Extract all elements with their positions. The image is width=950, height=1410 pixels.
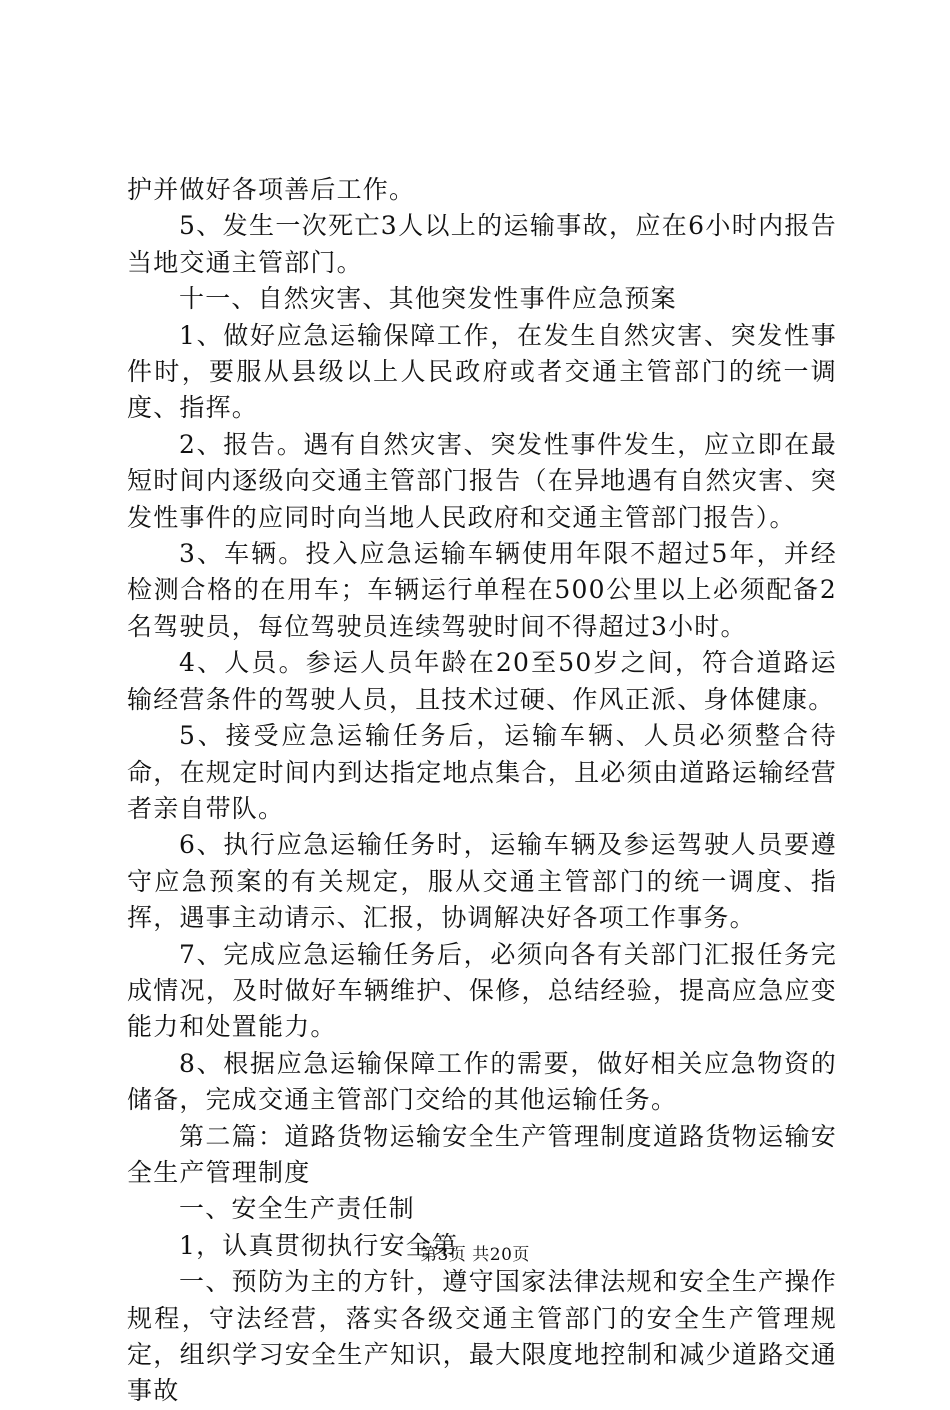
page-number-footer: 第3页 共20页	[420, 1245, 530, 1265]
document-body	[127, 172, 837, 1410]
paragraph: 5、发生一次死亡3人以上的运输事故，应在6小时内报告当地交通主管部门。	[127, 211, 837, 277]
paragraph: 3、车辆。投入应急运输车辆使用年限不超过5年，并经检测合格的在用车；车辆运行单程在500公里以上必须配备2名驾驶员，每位驾驶员连续驾驶时间不得超过3小时。	[127, 539, 837, 641]
paragraph: 护并做好各项善后工作。	[127, 175, 416, 204]
paragraph: 7、完成应急运输任务后，必须向各有关部门汇报任务完成情况，及时做好车辆维护、保修，总结经验，提高应急应变能力和处置能力。	[127, 939, 837, 1042]
section-heading: 一、安全生产责任制	[179, 1194, 415, 1224]
paragraph: 2、报告。遇有自然灾害、突发性事件发生，应立即在最短时间内逐级向交通主管部门报告（在异地遇有自然灾害、突发性事件的应同时向当地人民政府和交通主管部门报告）。	[127, 429, 837, 532]
paragraph: 1、做好应急运输保障工作，在发生自然灾害、突发性事件时，要服从县级以上人民政府或者交通主管部门的统一调度、指挥。	[127, 320, 837, 423]
paragraph: 6、执行应急运输任务时，运输车辆及参运驾驶人员要遵守应急预案的有关规定，服从交通主管部门的统一调度、指挥，遇事主动请示、汇报，协调解决好各项工作事务。	[127, 830, 837, 933]
paragraph: 一、预防为主的方针，遵守国家法律法规和安全生产操作规程，守法经营，落实各级交通主管部门的安全生产管理规定，组织学习安全生产知识，最大限度地控制和减少道路交通事故	[127, 1267, 837, 1406]
paragraph: 5、接受应急运输任务后，运输车辆、人员必须整合待命，在规定时间内到达指定地点集合，且必须由道路运输经营者亲自带队。	[127, 721, 837, 823]
section-heading: 十一、自然灾害、其他突发性事件应急预案	[179, 284, 677, 314]
chapter-heading: 第二篇：道路货物运输安全生产管理制度道路货物运输安全生产管理制度	[127, 1121, 837, 1187]
paragraph: 8、根据应急运输保障工作的需要，做好相关应急物资的储备，完成交通主管部门交给的其他运输任务。	[127, 1048, 837, 1115]
paragraph: 4、人员。参运人员年龄在20至50岁之间，符合道路运输经营条件的驾驶人员，且技术过硬、作风正派、身体健康。	[127, 648, 837, 714]
paragraph: 1，认真贯彻执行安全第	[179, 1230, 459, 1260]
